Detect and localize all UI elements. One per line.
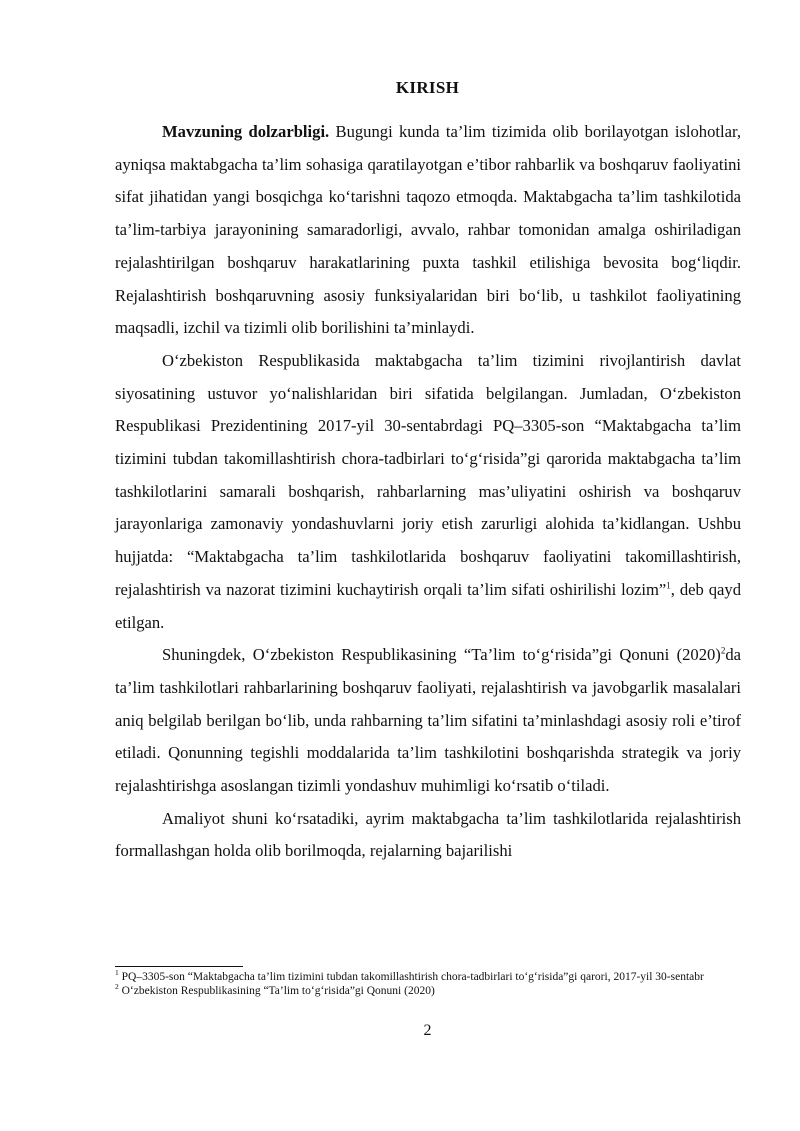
paragraph-text: Amaliyot shuni ko‘rsatadiki, ayrim maktabgacha ta’lim tashkilotlarida rejalashtirish formallashgan holda olib borilmoqda, rejalarning bajarilishi <box>115 808 741 861</box>
page-number: 2 <box>423 1022 432 1039</box>
footnotes <box>115 970 741 998</box>
footnote-reference: 2 <box>720 645 726 656</box>
paragraph-relevance <box>115 116 741 345</box>
paragraph-text: Bugungi kunda ta’lim tizimida olib borilayotgan islohotlar, ayniqsa maktabgacha ta’lim sohasiga qaratilayotgan e’tibor rahbarlik va boshqaruv faoliyatini sifat jihatidan yangi bosqichga ko‘tarishni taqozo etmoqda. Maktabgacha ta’lim tashkilotida ta’lim-tarbiya jarayonining samaradorligi, avvalo, rahbar tomonidan amalga oshiriladigan rejalashtirilgan boshqaruv harakatlarining puxta tashkil etilishiga bevosita bog‘liqdir. Rejalashtirish boshqaruvning asosiy funksiyalaridan biri bo‘lib, u tashkilot faoliyatining maqsadli, izchil va tizimli olib borilishini ta’minlaydi. <box>115 122 741 338</box>
footnote-item <box>115 970 741 984</box>
footnote-item <box>115 984 741 998</box>
paragraph-education-law <box>115 639 741 803</box>
footnote-separator <box>115 966 243 967</box>
paragraph-presidential-decree <box>115 345 741 639</box>
paragraph-lead: Mavzuning dolzarbligi. <box>162 122 330 141</box>
paragraph-text-tail: , deb qayd etilgan. <box>115 579 741 632</box>
footnote-mark: 1 <box>115 968 119 978</box>
body-text <box>115 116 741 868</box>
paragraph-text: Shuningdek, O‘zbekiston Respublikasining “Ta’lim to‘g‘risida”gi Qonuni (2020) <box>162 645 721 665</box>
paragraph-text: O‘zbekiston Respublikasida maktabgacha ta’lim tizimini rivojlantirish davlat siyosatining ustuvor yo‘nalishlaridan biri sifatida belgilangan. Jumladan, O‘zbekiston Respublikasi Prezidentining 2017-yil 30-sentabrdagi PQ–3305-son “Maktabgacha ta’lim tizimini tubdan takomillashtirish chora-tadbirlari to‘g‘risida”gi qarorida maktabgacha ta’lim tashkilotlarini samarali boshqarish, rahbarlarning mas’uliyatini oshirish va boshqaruv jarayonlariga zamonaviy yondashuvlarni joriy etish zarurligi alohida ta’kidlangan. Ushbu hujjatda: “Maktabgacha ta’lim tashkilotlarida boshqaruv faoliyatini takomillashtirish, rejalashtirish va nazorat tizimini kuchaytirish orqali ta’lim sifati oshirilishi lozim” <box>115 350 741 599</box>
footnote-mark: 2 <box>115 982 119 992</box>
footnote-text: O‘zbekiston Respublikasining “Ta’lim to‘g‘risida”gi Qonuni (2020) <box>118 985 435 997</box>
paragraph-text-tail: da ta’lim tashkilotlari rahbarlarining boshqaruv faoliyati, rejalashtirish va javobgarlik masalalari aniq belgilab berilgan bo‘lib, unda rahbarning ta’lim sifatini ta’minlashdagi asosiy roli e’tirof etiladi. Qonunning tegishli moddalarida ta’lim tashkilotini boshqarishda strategik va joriy rejalashtirishga asoslangan tizimli yondashuv muhimligi ko‘rsatib o‘tiladi. <box>115 645 741 796</box>
section-heading: KIRISH <box>395 78 460 97</box>
footnote-reference: 1 <box>666 580 671 591</box>
footnote-text: PQ–3305-son “Maktabgacha ta’lim tizimini tubdan takomillashtirish chora-tadbirlari to‘g‘risida”gi qarori, 2017-yil 30-sentabr <box>118 971 704 983</box>
paragraph-practice <box>115 803 741 868</box>
